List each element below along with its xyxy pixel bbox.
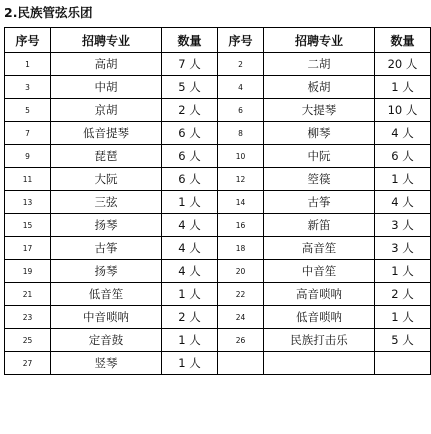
count-cell: 1 人 (162, 329, 218, 352)
section-heading: 2.民族管弦乐团 (4, 5, 93, 20)
table-row (5, 122, 431, 145)
post-cell: 三弦 (51, 191, 162, 214)
table-header-row (5, 28, 431, 53)
seq-cell: 2 (218, 53, 264, 76)
table-row (5, 260, 431, 283)
post-cell: 民族打击乐 (264, 329, 375, 352)
post-cell: 琵琶 (51, 145, 162, 168)
table-row (5, 306, 431, 329)
count-cell: 7 人 (162, 53, 218, 76)
seq-cell: 24 (218, 306, 264, 329)
post-cell: 板胡 (264, 76, 375, 99)
header-seq-right: 序号 (218, 28, 264, 53)
count-cell: 1 人 (375, 260, 431, 283)
post-cell: 低音笙 (51, 283, 162, 306)
seq-cell: 22 (218, 283, 264, 306)
count-cell: 4 人 (162, 237, 218, 260)
post-cell: 高音唢呐 (264, 283, 375, 306)
count-cell: 4 人 (162, 260, 218, 283)
post-cell: 大提琴 (264, 99, 375, 122)
table-row (5, 352, 431, 375)
seq-cell: 8 (218, 122, 264, 145)
seq-cell: 18 (218, 237, 264, 260)
post-cell: 中音笙 (264, 260, 375, 283)
count-cell: 3 人 (375, 214, 431, 237)
seq-cell: 26 (218, 329, 264, 352)
post-cell: 古筝 (264, 191, 375, 214)
seq-cell: 15 (5, 214, 51, 237)
empty-cell (264, 352, 375, 375)
seq-cell: 10 (218, 145, 264, 168)
post-cell: 高音笙 (264, 237, 375, 260)
count-cell: 1 人 (162, 352, 218, 375)
post-cell: 竖琴 (51, 352, 162, 375)
recruitment-table (4, 27, 431, 375)
seq-cell: 1 (5, 53, 51, 76)
seq-cell: 6 (218, 99, 264, 122)
seq-cell: 23 (5, 306, 51, 329)
seq-cell: 19 (5, 260, 51, 283)
header-seq-left: 序号 (5, 28, 51, 53)
post-cell: 中胡 (51, 76, 162, 99)
table-row (5, 168, 431, 191)
post-cell: 中阮 (264, 145, 375, 168)
post-cell: 定音鼓 (51, 329, 162, 352)
count-cell: 4 人 (375, 191, 431, 214)
seq-cell: 4 (218, 76, 264, 99)
table-row (5, 283, 431, 306)
post-cell: 京胡 (51, 99, 162, 122)
count-cell: 6 人 (162, 122, 218, 145)
seq-cell: 12 (218, 168, 264, 191)
seq-cell: 25 (5, 329, 51, 352)
count-cell: 6 人 (162, 168, 218, 191)
count-cell: 1 人 (162, 191, 218, 214)
count-cell: 6 人 (375, 145, 431, 168)
count-cell: 4 人 (162, 214, 218, 237)
count-cell: 5 人 (375, 329, 431, 352)
count-cell: 1 人 (162, 283, 218, 306)
header-post-right: 招聘专业 (264, 28, 375, 53)
seq-cell: 27 (5, 352, 51, 375)
table-row (5, 99, 431, 122)
empty-cell (218, 352, 264, 375)
count-cell: 2 人 (375, 283, 431, 306)
count-cell: 1 人 (375, 306, 431, 329)
table-row (5, 191, 431, 214)
post-cell: 古筝 (51, 237, 162, 260)
seq-cell: 17 (5, 237, 51, 260)
table-row (5, 53, 431, 76)
table-row (5, 237, 431, 260)
post-cell: 扬琴 (51, 260, 162, 283)
post-cell: 二胡 (264, 53, 375, 76)
seq-cell: 21 (5, 283, 51, 306)
table-row (5, 329, 431, 352)
count-cell: 2 人 (162, 306, 218, 329)
header-count-left: 数量 (162, 28, 218, 53)
post-cell: 扬琴 (51, 214, 162, 237)
header-post-left: 招聘专业 (51, 28, 162, 53)
count-cell: 10 人 (375, 99, 431, 122)
seq-cell: 7 (5, 122, 51, 145)
seq-cell: 5 (5, 99, 51, 122)
seq-cell: 16 (218, 214, 264, 237)
post-cell: 低音唢呐 (264, 306, 375, 329)
seq-cell: 11 (5, 168, 51, 191)
post-cell: 大阮 (51, 168, 162, 191)
seq-cell: 3 (5, 76, 51, 99)
table-row (5, 145, 431, 168)
post-cell: 柳琴 (264, 122, 375, 145)
count-cell: 3 人 (375, 237, 431, 260)
table-row (5, 76, 431, 99)
post-cell: 箜篌 (264, 168, 375, 191)
count-cell: 1 人 (375, 168, 431, 191)
post-cell: 中音唢呐 (51, 306, 162, 329)
seq-cell: 20 (218, 260, 264, 283)
seq-cell: 13 (5, 191, 51, 214)
seq-cell: 14 (218, 191, 264, 214)
count-cell: 2 人 (162, 99, 218, 122)
header-count-right: 数量 (375, 28, 431, 53)
post-cell: 新笛 (264, 214, 375, 237)
count-cell: 5 人 (162, 76, 218, 99)
seq-cell: 9 (5, 145, 51, 168)
count-cell: 1 人 (375, 76, 431, 99)
post-cell: 高胡 (51, 53, 162, 76)
empty-cell (375, 352, 431, 375)
table-row (5, 214, 431, 237)
post-cell: 低音提琴 (51, 122, 162, 145)
count-cell: 4 人 (375, 122, 431, 145)
count-cell: 20 人 (375, 53, 431, 76)
count-cell: 6 人 (162, 145, 218, 168)
